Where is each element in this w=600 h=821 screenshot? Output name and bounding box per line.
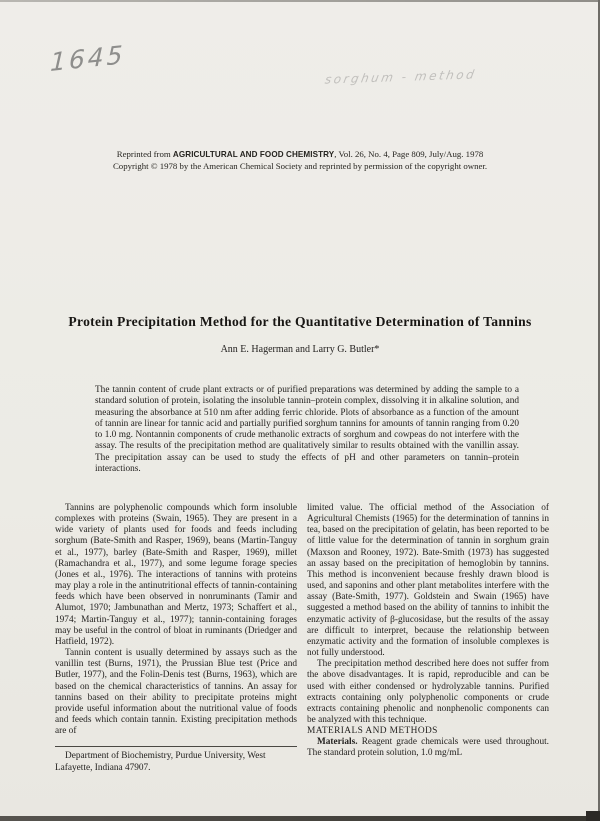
- section-heading-materials-and-methods: MATERIALS AND METHODS: [307, 726, 438, 737]
- body-paragraph: Tannins are polyphenolic compounds which form insoluble complexes with proteins (Swain, 1965). They are present in a wide variety of plants used for foods and feeds including sorghum (Bate-Smith and Rasper, 1969), beans (Martin-Tanguy et al., 1977), barley (Bate-Smith and Rasper, 1969), millet (Ramachandra et al., 1977), and some legume forage species (Jones et al., 1976). The interactions of tannins with proteins may play a role in the antinutritional effects of tannin-containing feeds which have been observed in nonruminants (Tamir and Alumot, 1970; Jambunathan and Mertz, 1973; Schaffert et al., 1974; Martin-Tanguy et al., 1977); tannin-containing forages may be useful in the control of bloat in ruminants (Driedger and Hatfield, 1972).: [55, 503, 297, 647]
- left-column: [55, 503, 297, 774]
- handwritten-page-number: 1645: [49, 39, 126, 78]
- affiliation-footnote: Department of Biochemistry, Purdue University, West Lafayette, Indiana 47907.: [55, 751, 266, 773]
- reprint-prefix: Reprinted from: [116, 149, 173, 159]
- article-title: Protein Precipitation Method for the Quantitative Determination of Tannins: [68, 314, 532, 329]
- article-authors: Ann E. Hagerman and Larry G. Butler*: [220, 344, 380, 355]
- materials-run-in-label: Materials.: [317, 737, 358, 748]
- body-paragraph: limited value. The official method of the Association of Agricultural Chemists (1965) for the determination of tannins in tea, based on the precipitation of gelatin, has been reported to be of little value for the determination of tannin in sorghum grain (Maxson and Rooney, 1972). Bate-Smith (1973) has suggested an assay based on the precipitation of hemoglobin by tannins. This method is inconvenient because freshly drawn blood is used, and saponins and other plant metabolites interfere with the assay (Bate-Smith, 1977). Goldstein and Swain (1965) have suggested a method based on the ability of tannins to inhibit the enzymatic activity of β-glucosidase, but the results of the assay are difficult to interpret, because the relationship between enzymatic activity and the formation of insoluble complexes is not fully understood.: [307, 503, 549, 659]
- abstract-paragraph: The tannin content of crude plant extracts or of purified preparations was determined by adding the sample to a standard solution of protein, isolating the insoluble tannin–protein complex, dissolving it in alkaline solution, and measuring the absorbance at 510 nm after adding ferric chloride. Plots of absorbance as a function of the amount of tannin are linear for tannic acid and partially purified sorghum tannins for amounts of tannin ranging from 0.20 to 1.0 mg. Nontannin components of crude methanolic extracts of sorghum and cowpeas do not interfere with the assay. The results of the precipitation method are qualitatively similar to results obtained with the vanillin assay. The precipitation assay can be used to study the effects of pH and other parameters on tannin–protein interactions.: [95, 385, 519, 475]
- journal-name: AGRICULTURAL AND FOOD CHEMISTRY: [172, 150, 335, 159]
- materials-text: Reagent grade chemicals were used throughout. The standard protein solution, 1.0 mg/mL: [307, 737, 549, 759]
- body-columns: [55, 503, 549, 774]
- reprint-line-1: [0, 149, 600, 161]
- reprint-header: [0, 149, 600, 172]
- scan-edge-bottom: [0, 816, 600, 821]
- body-paragraph: Tannin content is usually determined by assays such as the vanillin test (Burns, 1971), the Prussian Blue test (Price and Butler, 1977), and the Folin-Denis test (Burns, 1963), which are based on the chemical characteristics of tannins. An assay for tannins based on their ability to precipitate proteins might provide useful information about the nutritional value of foods and feeds which contain tannin. Existing precipitation methods are of: [55, 648, 297, 737]
- handwritten-annotation: sorghum - method: [323, 67, 478, 87]
- copyright-line: Copyright © 1978 by the American Chemical Society and reprinted by permission of the copyright owner.: [112, 160, 488, 171]
- footnote-rule: [55, 746, 297, 747]
- scan-edge-corner: [586, 811, 600, 821]
- materials-paragraph: [307, 737, 549, 759]
- reprint-citation: , Vol. 26, No. 4, Page 809, July/Aug. 1978: [334, 149, 484, 159]
- body-paragraph: The precipitation method described here does not suffer from the above disadvantages. It is rapid, reproducible and can be used with either condensed or hydrolyzable tannins. Purified extracts containing only polyphenolic components or crude extracts containing phenolic and nonphenolic components can be analyzed with this technique.: [307, 659, 549, 725]
- right-column: [307, 503, 549, 774]
- scan-edge-top: [0, 0, 600, 2]
